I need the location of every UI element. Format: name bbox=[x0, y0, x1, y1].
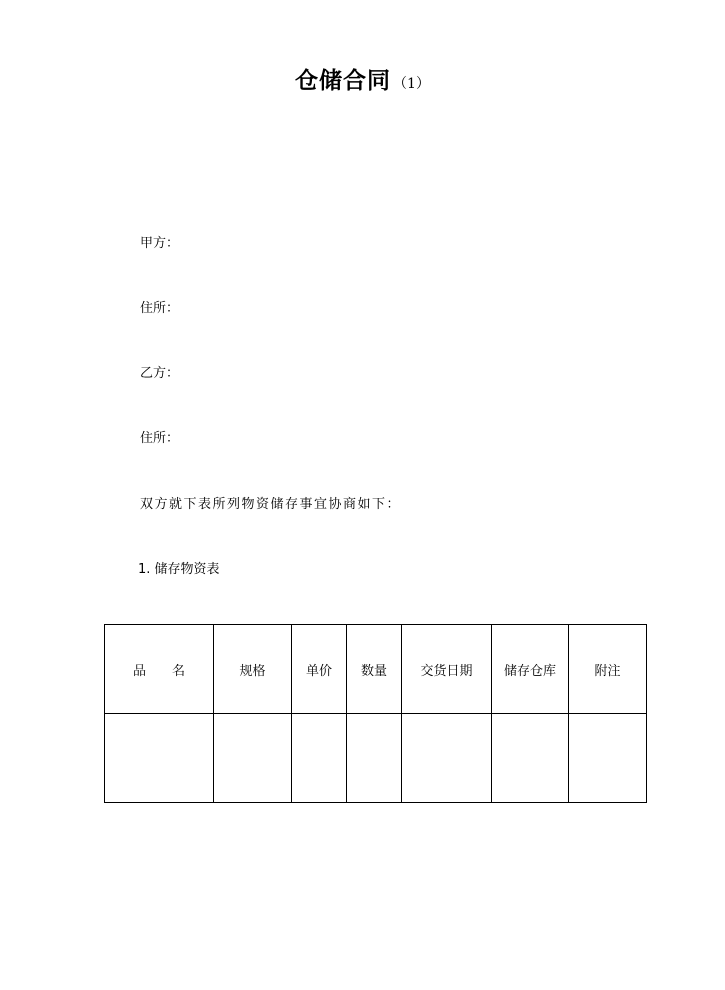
table-row bbox=[105, 714, 647, 803]
table-cell bbox=[402, 714, 492, 803]
section-heading: 1. 储存物资表 bbox=[138, 562, 220, 577]
intro-text: 双方就下表所列物资储存事宜协商如下： bbox=[140, 497, 402, 512]
header-storage-warehouse: 储存仓库 bbox=[492, 625, 569, 714]
header-product-name: 品名 bbox=[105, 625, 214, 714]
title-suffix: （1） bbox=[393, 76, 430, 92]
party-a-label: 甲方： bbox=[140, 236, 180, 251]
table-cell bbox=[347, 714, 402, 803]
header-quantity: 数量 bbox=[347, 625, 402, 714]
header-delivery-date: 交货日期 bbox=[402, 625, 492, 714]
header-specification: 规格 bbox=[214, 625, 292, 714]
storage-goods-table bbox=[104, 624, 647, 803]
table-cell bbox=[569, 714, 647, 803]
party-b-label: 乙方： bbox=[140, 366, 180, 381]
party-a-address-label: 住所： bbox=[140, 301, 180, 316]
party-b-address-label: 住所： bbox=[140, 431, 180, 446]
table-cell bbox=[214, 714, 292, 803]
header-unit-price: 单价 bbox=[292, 625, 347, 714]
table-cell bbox=[492, 714, 569, 803]
table-cell bbox=[292, 714, 347, 803]
table-header-row bbox=[105, 625, 647, 714]
header-remarks: 附注 bbox=[569, 625, 647, 714]
document-title bbox=[0, 62, 725, 95]
title-main: 仓储合同 bbox=[295, 68, 392, 94]
table-cell bbox=[105, 714, 214, 803]
